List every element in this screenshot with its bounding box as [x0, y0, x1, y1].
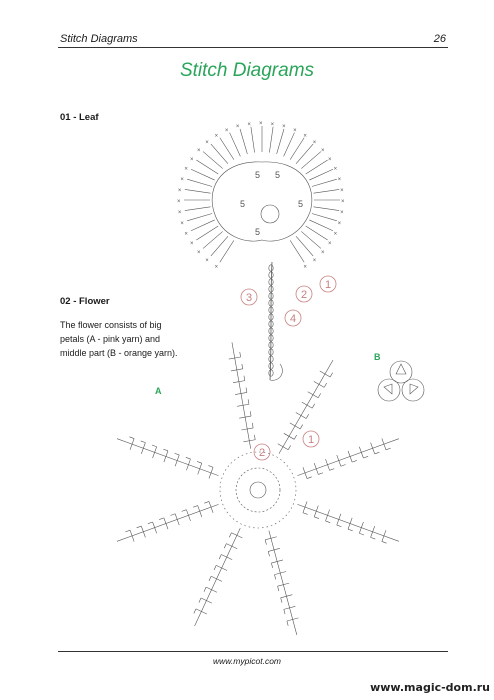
leaf-stitch	[187, 214, 212, 221]
petal-stitch	[359, 522, 363, 533]
petal-stitch-tail	[330, 469, 335, 471]
section-heading-flower: 02 - Flower	[60, 296, 110, 307]
leaf-stitch	[309, 220, 333, 231]
petal-stitch-tail	[386, 448, 391, 450]
petal-stitch	[141, 443, 145, 454]
leaf-stitch-mark: ×	[340, 210, 344, 217]
leaf-stitch-mark: ×	[293, 128, 297, 135]
petal-stitch	[209, 467, 213, 478]
petal-stitch-tail	[278, 586, 279, 591]
petal-stitch-tail	[199, 598, 201, 603]
petal-stitch	[209, 501, 213, 512]
leaf-stitch	[312, 214, 337, 221]
petal-stitch	[371, 443, 375, 454]
label-b: B	[374, 352, 381, 362]
leaf-stitch-mark: ×	[205, 257, 209, 264]
petal-stitch-tail	[170, 514, 175, 516]
petal-stitch-tail	[325, 521, 330, 523]
leaf-stitch-mark: ×	[190, 241, 194, 248]
middle-part-diagram	[378, 361, 424, 401]
flower-markers	[254, 431, 319, 460]
leaf-stitch	[269, 127, 273, 153]
chain-stitch	[269, 370, 273, 376]
petal-stitch-tail	[229, 533, 231, 538]
leaf-marker-label: 3	[246, 292, 253, 304]
petal-stitch	[278, 444, 288, 450]
petal-stitch	[337, 455, 341, 466]
petal-stitch	[371, 526, 375, 537]
stem-curl	[270, 364, 282, 380]
petal-stitch-tail	[254, 435, 255, 440]
label-a: A	[155, 386, 162, 396]
petal-stitch-tail	[363, 456, 368, 458]
page-number: 26	[433, 33, 446, 45]
petal-stitch	[175, 514, 179, 525]
petal-stitch-tail	[252, 423, 253, 428]
petal-stitch-tail	[208, 466, 213, 468]
middle-petal-inner-right	[410, 384, 418, 394]
leaf-stitch	[312, 179, 337, 186]
petal-stitch-tail	[141, 441, 146, 443]
leaf-stitch-mark: ×	[340, 187, 344, 194]
petal-stitch-tail	[382, 541, 387, 543]
petal-stitch-tail	[248, 399, 249, 404]
leaf-stitch	[313, 189, 339, 193]
leaf-inner-numbers	[240, 170, 303, 237]
petal-stitch	[196, 609, 207, 614]
chain-stitch	[269, 265, 273, 271]
leaf-stitch-mark: ×	[327, 156, 332, 163]
flower-marker-label: 1	[308, 434, 315, 446]
leaf-diagram	[177, 121, 345, 380]
leaf-marker-label: 1	[325, 279, 332, 291]
petal-stitch-tail	[152, 445, 157, 447]
leaf-inner-number: 5	[275, 170, 281, 180]
leaf-stitch-mark: ×	[303, 264, 307, 271]
petal-stitch	[382, 530, 386, 541]
leaf-stitch	[251, 127, 255, 153]
petal-stitch-tail	[242, 364, 243, 369]
leaf-stitch-mark: ×	[214, 264, 219, 271]
petal-stitch-tail	[314, 517, 319, 519]
petal-stitch-tail	[341, 465, 346, 467]
petal-stitch-tail	[244, 376, 245, 381]
leaf-stitch-mark: ×	[303, 133, 307, 140]
petal-stitch-tail	[300, 425, 303, 429]
flower-marker-label: 2	[259, 447, 266, 459]
footer-rule	[58, 651, 448, 652]
leaf-stitch	[185, 189, 211, 193]
petal-stitch-tail	[137, 526, 142, 528]
petal-stitch-tail	[337, 525, 342, 527]
leaf-stitch-mark: ×	[312, 140, 317, 147]
petal-stitch	[337, 514, 341, 525]
petal-stitch-tail	[214, 565, 216, 570]
petal-stitch	[186, 459, 190, 470]
petal-stitch-tail	[175, 453, 180, 455]
petal-stitch	[314, 381, 324, 387]
leaf-stitch-mark: ×	[180, 177, 184, 184]
leaf-stitch	[185, 207, 211, 211]
flower-center	[250, 482, 266, 498]
petal-stitch	[284, 433, 294, 439]
petal-stitch	[231, 533, 242, 538]
flower-petals	[117, 342, 399, 635]
petal-stitch-tail	[129, 437, 134, 439]
petal-stitch-tail	[348, 529, 353, 531]
petal-stitch-tail	[186, 457, 191, 459]
leaf-stitch-mark: ×	[341, 199, 345, 205]
leaf-stitch-mark: ×	[205, 140, 209, 147]
petal-stitch-tail	[330, 373, 333, 377]
leaf-inner-number: 5	[298, 199, 304, 209]
flower-center-ring	[236, 468, 280, 512]
petal-stitch-tail	[281, 598, 282, 603]
flower-diagram	[117, 342, 399, 635]
leaf-stitch-mark: ×	[177, 199, 181, 205]
leaf-stitch-mark: ×	[247, 121, 251, 128]
petal-stitch	[308, 392, 318, 398]
leaf-rays	[177, 121, 345, 271]
leaf-markers	[241, 276, 336, 326]
petal-stitch-tail	[194, 609, 196, 614]
petal-stitch	[325, 510, 329, 521]
leaf-stitch-mark: ×	[337, 177, 342, 184]
petal-stitch	[175, 455, 179, 466]
leaf-stitch-mark: ×	[177, 210, 182, 217]
header-title: Stitch Diagrams	[60, 33, 138, 45]
petal-stitch	[153, 522, 157, 533]
leaf-stitch-mark: ×	[197, 147, 201, 154]
leaf-stitch-mark: ×	[214, 133, 219, 140]
petal-stitch-tail	[324, 383, 327, 387]
petal-stitch-tail	[250, 411, 251, 416]
chain-stitch	[269, 272, 273, 278]
leaf-stitch-mark: ×	[235, 124, 240, 131]
petal-stitch-tail	[375, 452, 380, 454]
petal-stitch	[130, 439, 134, 450]
leaf-stitch-mark: ×	[320, 147, 325, 154]
middle-petal-inner-left	[384, 384, 392, 394]
petal-stitch	[226, 544, 237, 549]
petal-stitch	[198, 463, 202, 474]
petal-stitch	[320, 371, 330, 377]
petal-stitch	[206, 587, 217, 592]
leaf-inner-number: 5	[255, 170, 261, 180]
leaf-inner-number: 5	[240, 199, 246, 209]
petal-stitch	[382, 439, 386, 450]
leaf-stitch	[284, 133, 295, 157]
middle-petal-right	[402, 379, 424, 401]
petal-stitch-tail	[287, 621, 288, 626]
chain-stitch	[269, 363, 273, 369]
petal-stitch-tail	[274, 575, 275, 580]
petal-stitch	[290, 423, 300, 429]
leaf-stitch-mark: ×	[333, 166, 338, 173]
leaf-stitch	[230, 133, 241, 157]
petal-stitch-tail	[204, 501, 209, 503]
petal-stitch	[164, 518, 168, 529]
petal-stitch	[325, 459, 329, 470]
middle-petal-inner-top	[396, 364, 406, 374]
petal-stitch	[348, 518, 352, 529]
petal-stitch-tail	[197, 461, 202, 463]
leaf-stitch	[191, 220, 215, 231]
petal-stitch	[198, 506, 202, 517]
leaf-stitch-mark: ×	[197, 250, 201, 257]
petal-stitch	[303, 501, 307, 512]
leaf-stitch-mark: ×	[320, 250, 325, 257]
petal-stitch-tail	[352, 460, 357, 462]
petal-stitch-tail	[371, 537, 376, 539]
petal-stitch-tail	[219, 555, 221, 560]
petal-stitch-tail	[193, 506, 198, 508]
section-heading-leaf: 01 - Leaf	[60, 112, 99, 123]
petal-stitch-tail	[224, 544, 226, 549]
flower-description: The flower consists of big petals (A - pink yarn) and middle part (B - orange yarn).	[60, 320, 178, 358]
petal-stitch-tail	[271, 563, 272, 568]
petal-stitch	[314, 506, 318, 517]
petal-stitch	[186, 510, 190, 521]
petal-stitch-tail	[246, 388, 247, 393]
leaf-stitch	[313, 207, 339, 211]
petal-stitch-tail	[265, 540, 266, 545]
leaf-outline	[212, 162, 312, 241]
leaf-stitch-mark: ×	[270, 121, 275, 128]
leaf-stitch-mark: ×	[177, 187, 182, 194]
petal-stitch	[359, 447, 363, 458]
petal-stitch-tail	[240, 352, 241, 357]
leaf-inner-number: 5	[255, 227, 261, 237]
petal-stitch-tail	[294, 435, 297, 439]
leaf-stitch	[187, 179, 212, 186]
leaf-stitch-mark: ×	[180, 220, 184, 227]
petal-stitch-tail	[303, 513, 308, 515]
petal-stitch-tail	[318, 473, 323, 475]
petal-stitch-tail	[284, 609, 285, 614]
petal-stitch-tail	[312, 404, 315, 408]
leaf-marker-label: 4	[290, 313, 297, 325]
petal-stitch-tail	[359, 533, 364, 535]
petal-stitch	[201, 598, 212, 603]
footer-url[interactable]: www.mypicot.com	[212, 656, 281, 666]
leaf-center-ring	[261, 205, 279, 223]
leaf-stitch-mark: ×	[190, 156, 194, 163]
leaf-stitch-mark: ×	[184, 166, 188, 173]
leaf-stitch-mark: ×	[312, 257, 317, 264]
leaf-stitch-mark: ×	[337, 220, 342, 227]
petal-stitch-tail	[163, 449, 168, 451]
petal-stitch-tail	[209, 576, 211, 581]
petal-stitch-tail	[318, 393, 321, 397]
leaf-stitch-mark: ×	[259, 121, 263, 127]
petal-stitch-tail	[268, 551, 269, 556]
petal-stitch	[153, 447, 157, 458]
petal-stitch	[130, 530, 134, 541]
petal-stitch-tail	[204, 587, 206, 592]
leaf-stitch	[191, 169, 215, 180]
petal-stitch-tail	[182, 510, 187, 512]
leaf-stitch-mark: ×	[327, 241, 332, 248]
leaf-stitch	[309, 169, 333, 180]
leaf-stitch	[277, 129, 284, 154]
petal-stitch	[303, 467, 307, 478]
petal-stitch-tail	[125, 530, 130, 532]
petal-stitch-tail	[148, 522, 153, 524]
petal-stitch	[216, 565, 227, 570]
petal-stitch	[221, 555, 232, 560]
petal-stitch	[348, 451, 352, 462]
petal-stitch	[302, 402, 312, 408]
page-title: Stitch Diagrams	[179, 60, 315, 81]
flower-mid-ring	[220, 452, 296, 528]
petal-stitch-tail	[307, 477, 312, 479]
petal-stitch-tail	[159, 518, 164, 520]
leaf-marker-label: 2	[301, 289, 308, 301]
leaf-stitch	[240, 129, 247, 154]
petal-stitch	[141, 526, 145, 537]
petal-stitch	[164, 451, 168, 462]
petal-stitch	[211, 576, 222, 581]
petal-stitch-tail	[288, 445, 291, 449]
petal-stitch-tail	[306, 414, 309, 418]
petal-stitch	[296, 413, 306, 419]
leaf-stitch-mark: ×	[224, 128, 229, 135]
leaf-stitch-mark: ×	[282, 124, 286, 131]
petal-stitch	[314, 463, 318, 474]
watermark: www.magic-dom.ru	[370, 681, 490, 694]
middle-petal-left	[378, 379, 400, 401]
leaf-stitch-mark: ×	[184, 231, 188, 238]
leaf-stitch-mark: ×	[333, 231, 338, 238]
